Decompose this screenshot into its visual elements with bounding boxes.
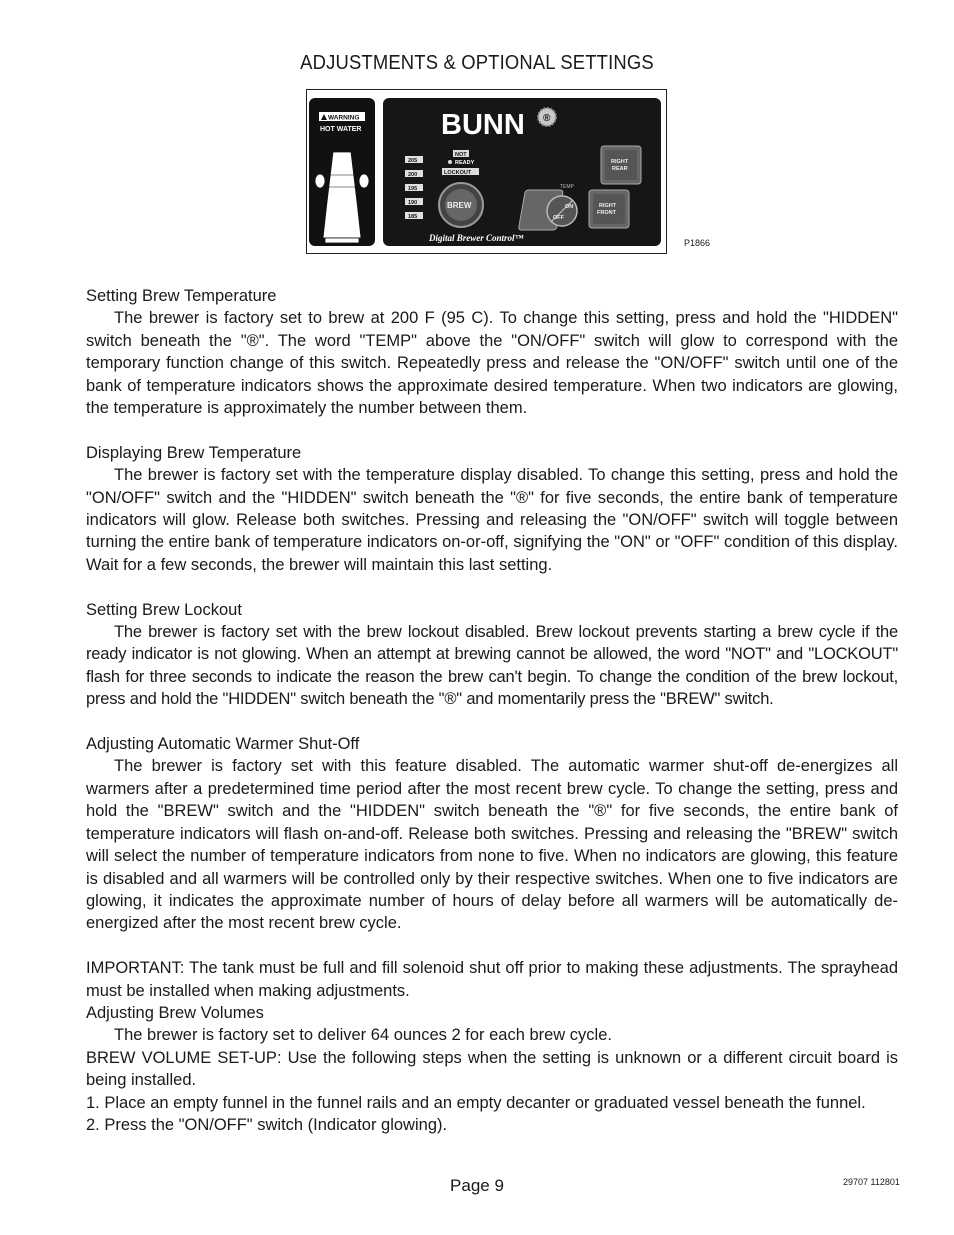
right-rear-label-1: RIGHT <box>611 159 629 165</box>
section-body: The brewer is factory set with this feature disabled. The automatic warmer shut-off de-energizes all warmers after a predetermined time period after the most recent brew cycle. To change the setting, press and hold the "BREW" switch and the "HIDDEN" switch beneath the "®" for five seconds, the entire bank of temperature indicators will flash on-and-off. Release both switches. Pressing and releasing the "BREW" switch will select the number of temperature indicators from none to five. When no indicators are glowing, this feature is disabled and all warmers will be controlled only by their respective switches. When one to five indicators are glowing, it indicates the approximate number of hours of delay before all warmers will be automatically de-energized after the most recent brew cycle. <box>86 757 898 933</box>
lockout-label: LOCKOUT <box>444 170 472 176</box>
faucet-knob-left <box>315 174 325 188</box>
document-code: 29707 112801 <box>843 1177 900 1187</box>
section-body: The brewer is factory set with the brew lockout disabled. Brew lockout prevents starting a brew cycle if the ready indicator is not glowing. When an attempt at brewing cannot be allowed, the word "NOT" and "LOCKOUT" flash for three seconds to indicate the reason the brew can't begin. To change the condition of the brew lockout, press and hold the "HIDDEN" switch beneath the "®" and momentarily press the "BREW" switch. <box>86 623 898 709</box>
control-panel-illustration <box>307 90 666 253</box>
right-rear-label-2: REAR <box>612 166 628 172</box>
important-note: IMPORTANT: The tank must be full and fill solenoid shut off prior to making these adjustments. The sprayhead must be installed when making adjustments. <box>86 959 898 1000</box>
right-front-label-1: RIGHT <box>599 203 617 209</box>
ready-label: READY <box>455 160 475 166</box>
temp-label: 195 <box>408 186 418 192</box>
bunn-logo: BUNN <box>441 109 525 141</box>
brew-label: BREW <box>447 201 472 210</box>
section-body: The brewer is factory set with the temperature display disabled. To change this setting, press and hold the "ON/OFF" switch and the "HIDDEN" switch beneath the "®" for five seconds, the entire bank of temperature indicators will glow. Release both switches. Pressing and releasing the "ON/OFF" switch will toggle between turning the entire bank of temperature indicators on-or-off, signifying the "ON" or "OFF" condition of this display. Wait for a few seconds, the brewer will maintain this last setting. <box>86 466 898 574</box>
page-title: ADJUSTMENTS & OPTIONAL SETTINGS <box>300 52 654 74</box>
section-heading: Setting Brew Temperature <box>86 287 277 305</box>
right-front-label-2: FRONT <box>597 210 616 216</box>
off-label: OFF <box>553 215 564 221</box>
setup-paragraph: BREW VOLUME SET-UP: Use the following steps when the setting is unknown or a different circuit board is being installed. <box>86 1048 898 1090</box>
warning-label: WARNING <box>328 114 360 122</box>
hot-water-label: HOT WATER <box>320 126 362 133</box>
body-text <box>86 285 898 1136</box>
ready-indicator-dot <box>448 160 452 164</box>
section-heading: Setting Brew Lockout <box>86 600 242 619</box>
figure-id: P1866 <box>684 238 711 248</box>
digital-brewer-control-label: Digital Brewer Control™ <box>429 233 524 243</box>
section-body: The brewer is factory set to brew at 200 F (95 C). To change this setting, press and hold the "HIDDEN" switch beneath the "®". The word "TEMP" above the "ON/OFF" switch will glow to correspond with the temporary function change of this switch. Repeatedly press and release the "ON/OFF" switch until one of the bank of temperature indicators shows the approximate desired temperature. When two indicators are glowing, the temperature is approximately the number between them. <box>86 309 898 418</box>
temp-label: 205 <box>408 158 418 164</box>
registered-mark: ® <box>543 113 551 124</box>
list-item: 2. Press the "ON/OFF" switch (Indicator glowing). <box>86 1115 448 1134</box>
temp-label: 200 <box>408 172 418 178</box>
temp-label: 190 <box>408 200 418 206</box>
list-item: 1. Place an empty funnel in the funnel rails and an empty decanter or graduated vessel beneath the funnel. <box>86 1093 866 1112</box>
section-body: The brewer is factory set to deliver 64 ounces 2 for each brew cycle. <box>114 1026 612 1045</box>
page-number: Page 9 <box>450 1176 504 1195</box>
temp-label: 185 <box>408 214 418 220</box>
faucet-knob-right <box>359 174 369 188</box>
control-panel-figure <box>306 89 667 254</box>
not-label: NOT <box>455 152 467 158</box>
on-label: ON <box>565 204 574 210</box>
temp-indicator-label: TEMP <box>560 184 574 190</box>
section-heading: Adjusting Brew Volumes <box>86 1003 264 1022</box>
section-heading: Adjusting Automatic Warmer Shut-Off <box>86 735 360 754</box>
section-heading: Displaying Brew Temperature <box>86 443 302 462</box>
